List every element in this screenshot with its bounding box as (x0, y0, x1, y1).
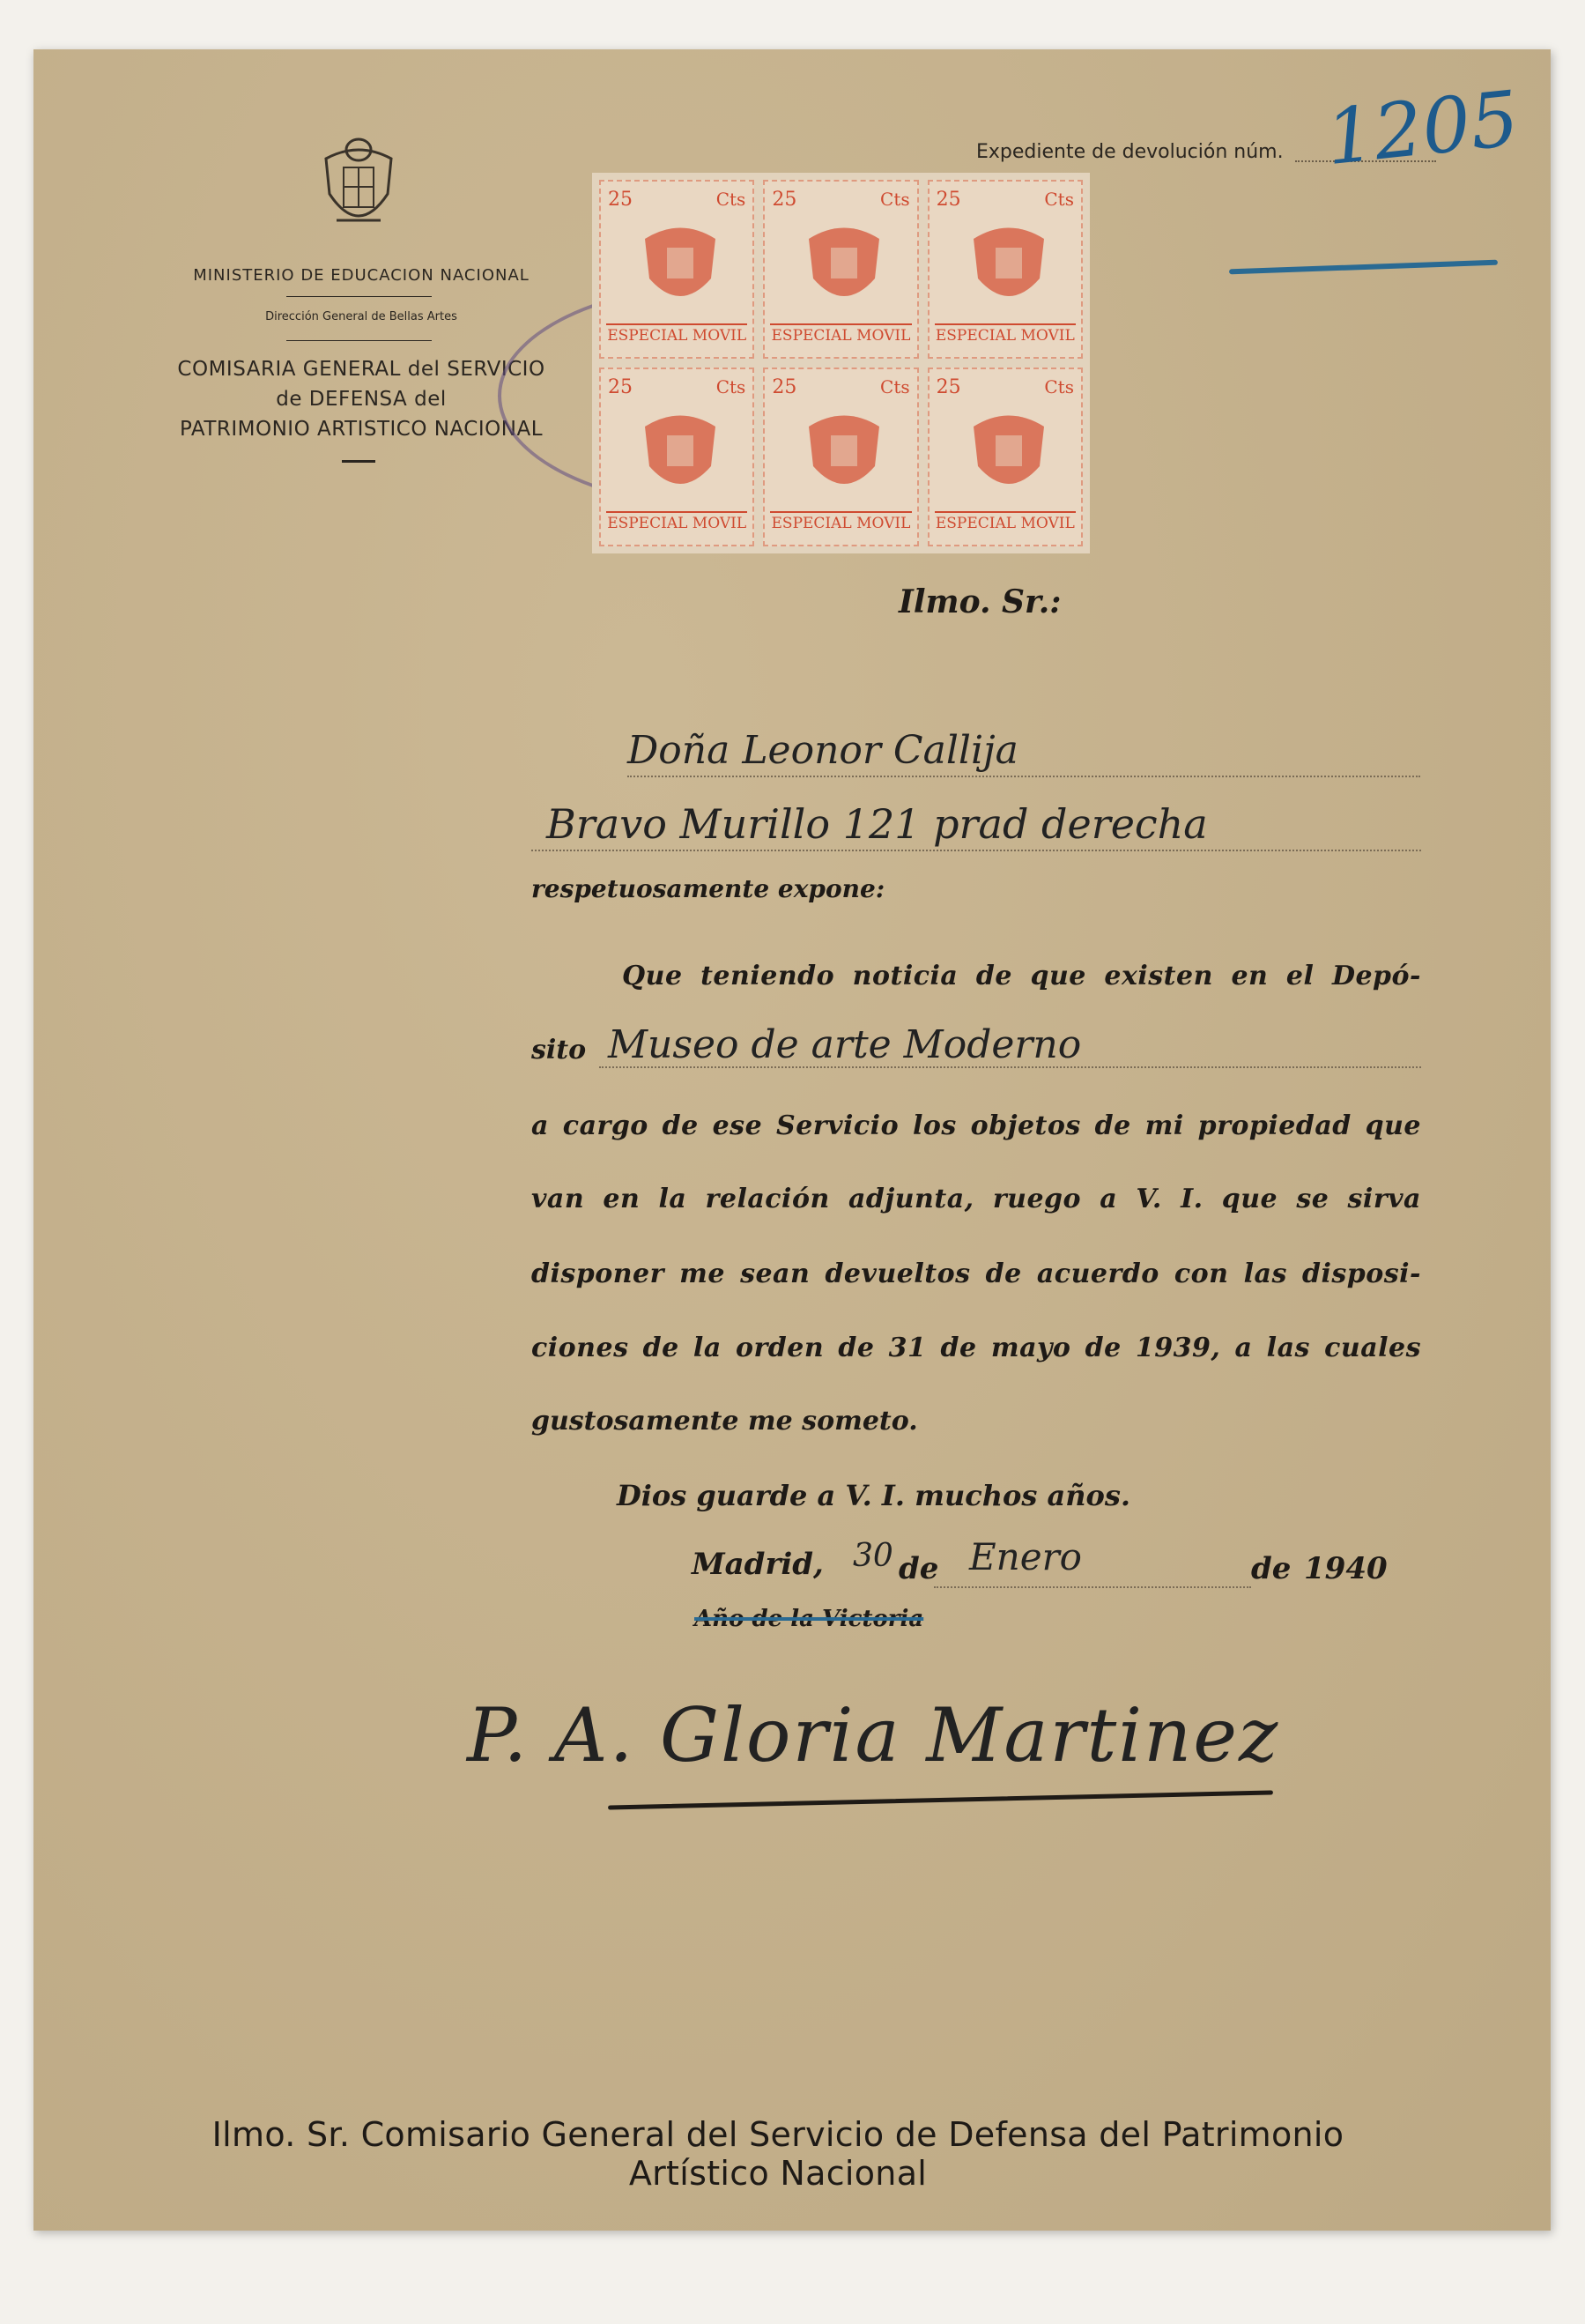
ministry-title: MINISTERIO DE EDUCACION NACIONAL (193, 266, 530, 285)
address-line (531, 850, 1421, 851)
paragraph-line: gustosamente me someto. (531, 1406, 918, 1437)
divider (286, 340, 432, 341)
date-de: de (899, 1551, 939, 1586)
commission-line: PATRIMONIO ARTISTICO NACIONAL (179, 418, 544, 441)
petitioner-name: Doña Leonor Callija (627, 728, 1018, 773)
salutation: Ilmo. Sr.: (899, 583, 1062, 620)
name-line (627, 776, 1420, 777)
deposit-line (599, 1066, 1421, 1068)
closing-formula: Dios guarde a V. I. muchos años. (617, 1479, 1131, 1512)
revenue-stamp: 25 Cts ESPECIAL MOVIL (599, 180, 754, 359)
date-line (934, 1586, 1251, 1588)
revenue-stamp: 25 Cts ESPECIAL MOVIL (928, 368, 1083, 546)
revenue-stamp: 25 Cts ESPECIAL MOVIL (763, 368, 918, 546)
date-de: de (1251, 1551, 1292, 1586)
expone-text: respetuosamente expone: (531, 874, 885, 903)
expediente-label: Expediente de devolución núm. (976, 141, 1284, 163)
coat-of-arms-icon (319, 132, 398, 242)
deposit-name: Museo de arte Moderno (608, 1022, 1082, 1067)
paragraph-line: sito (531, 1035, 587, 1065)
revenue-stamp: 25 Cts ESPECIAL MOVIL (599, 368, 754, 546)
revenue-stamp: 25 Cts ESPECIAL MOVIL (928, 180, 1083, 359)
signature: P. A. Gloria Martinez (467, 1692, 1280, 1778)
crest-icon (800, 217, 888, 314)
revenue-stamp: 25 Cts ESPECIAL MOVIL (763, 180, 918, 359)
addressee-footer: Ilmo. Sr. Comisario General del Servicio de Defensa del Patrimonio Artístico Nacional (211, 2115, 1344, 2193)
paragraph-line: ciones de la orden de 31 de mayo de 1939, a las cuales (531, 1333, 1421, 1363)
crest-icon (965, 405, 1053, 501)
petitioner-address: Bravo Murillo 121 prad derecha (546, 800, 1208, 848)
commission-line: COMISARIA GENERAL del SERVICIO (177, 358, 545, 381)
date-year: 1940 (1304, 1551, 1388, 1586)
victory-year-text: Año de la Victoria (694, 1606, 924, 1632)
date-place: Madrid, (692, 1547, 824, 1582)
paragraph-line: Que teniendo noticia de que existen en el Depó- (622, 961, 1421, 991)
crest-icon (965, 217, 1053, 314)
crest-icon (800, 405, 888, 501)
divider (342, 460, 375, 463)
commission-line: de DEFENSA del (276, 388, 447, 411)
paragraph-line: disponer me sean devueltos de acuerdo con las disposi- (531, 1259, 1421, 1289)
expediente-number: 1205 (1322, 74, 1523, 183)
direction-title: Dirección General de Bellas Artes (265, 310, 457, 323)
divider (286, 296, 432, 297)
date-day: 30 (853, 1538, 893, 1574)
paragraph-line: a cargo de ese Servicio los objetos de mi propiedad que (531, 1110, 1421, 1141)
paragraph-line: van en la relación adjunta, ruego a V. I. que se sirva (531, 1184, 1421, 1214)
revenue-stamps (592, 173, 1090, 553)
crest-icon (636, 217, 724, 314)
crest-icon (636, 405, 724, 501)
date-month: Enero (969, 1535, 1082, 1578)
